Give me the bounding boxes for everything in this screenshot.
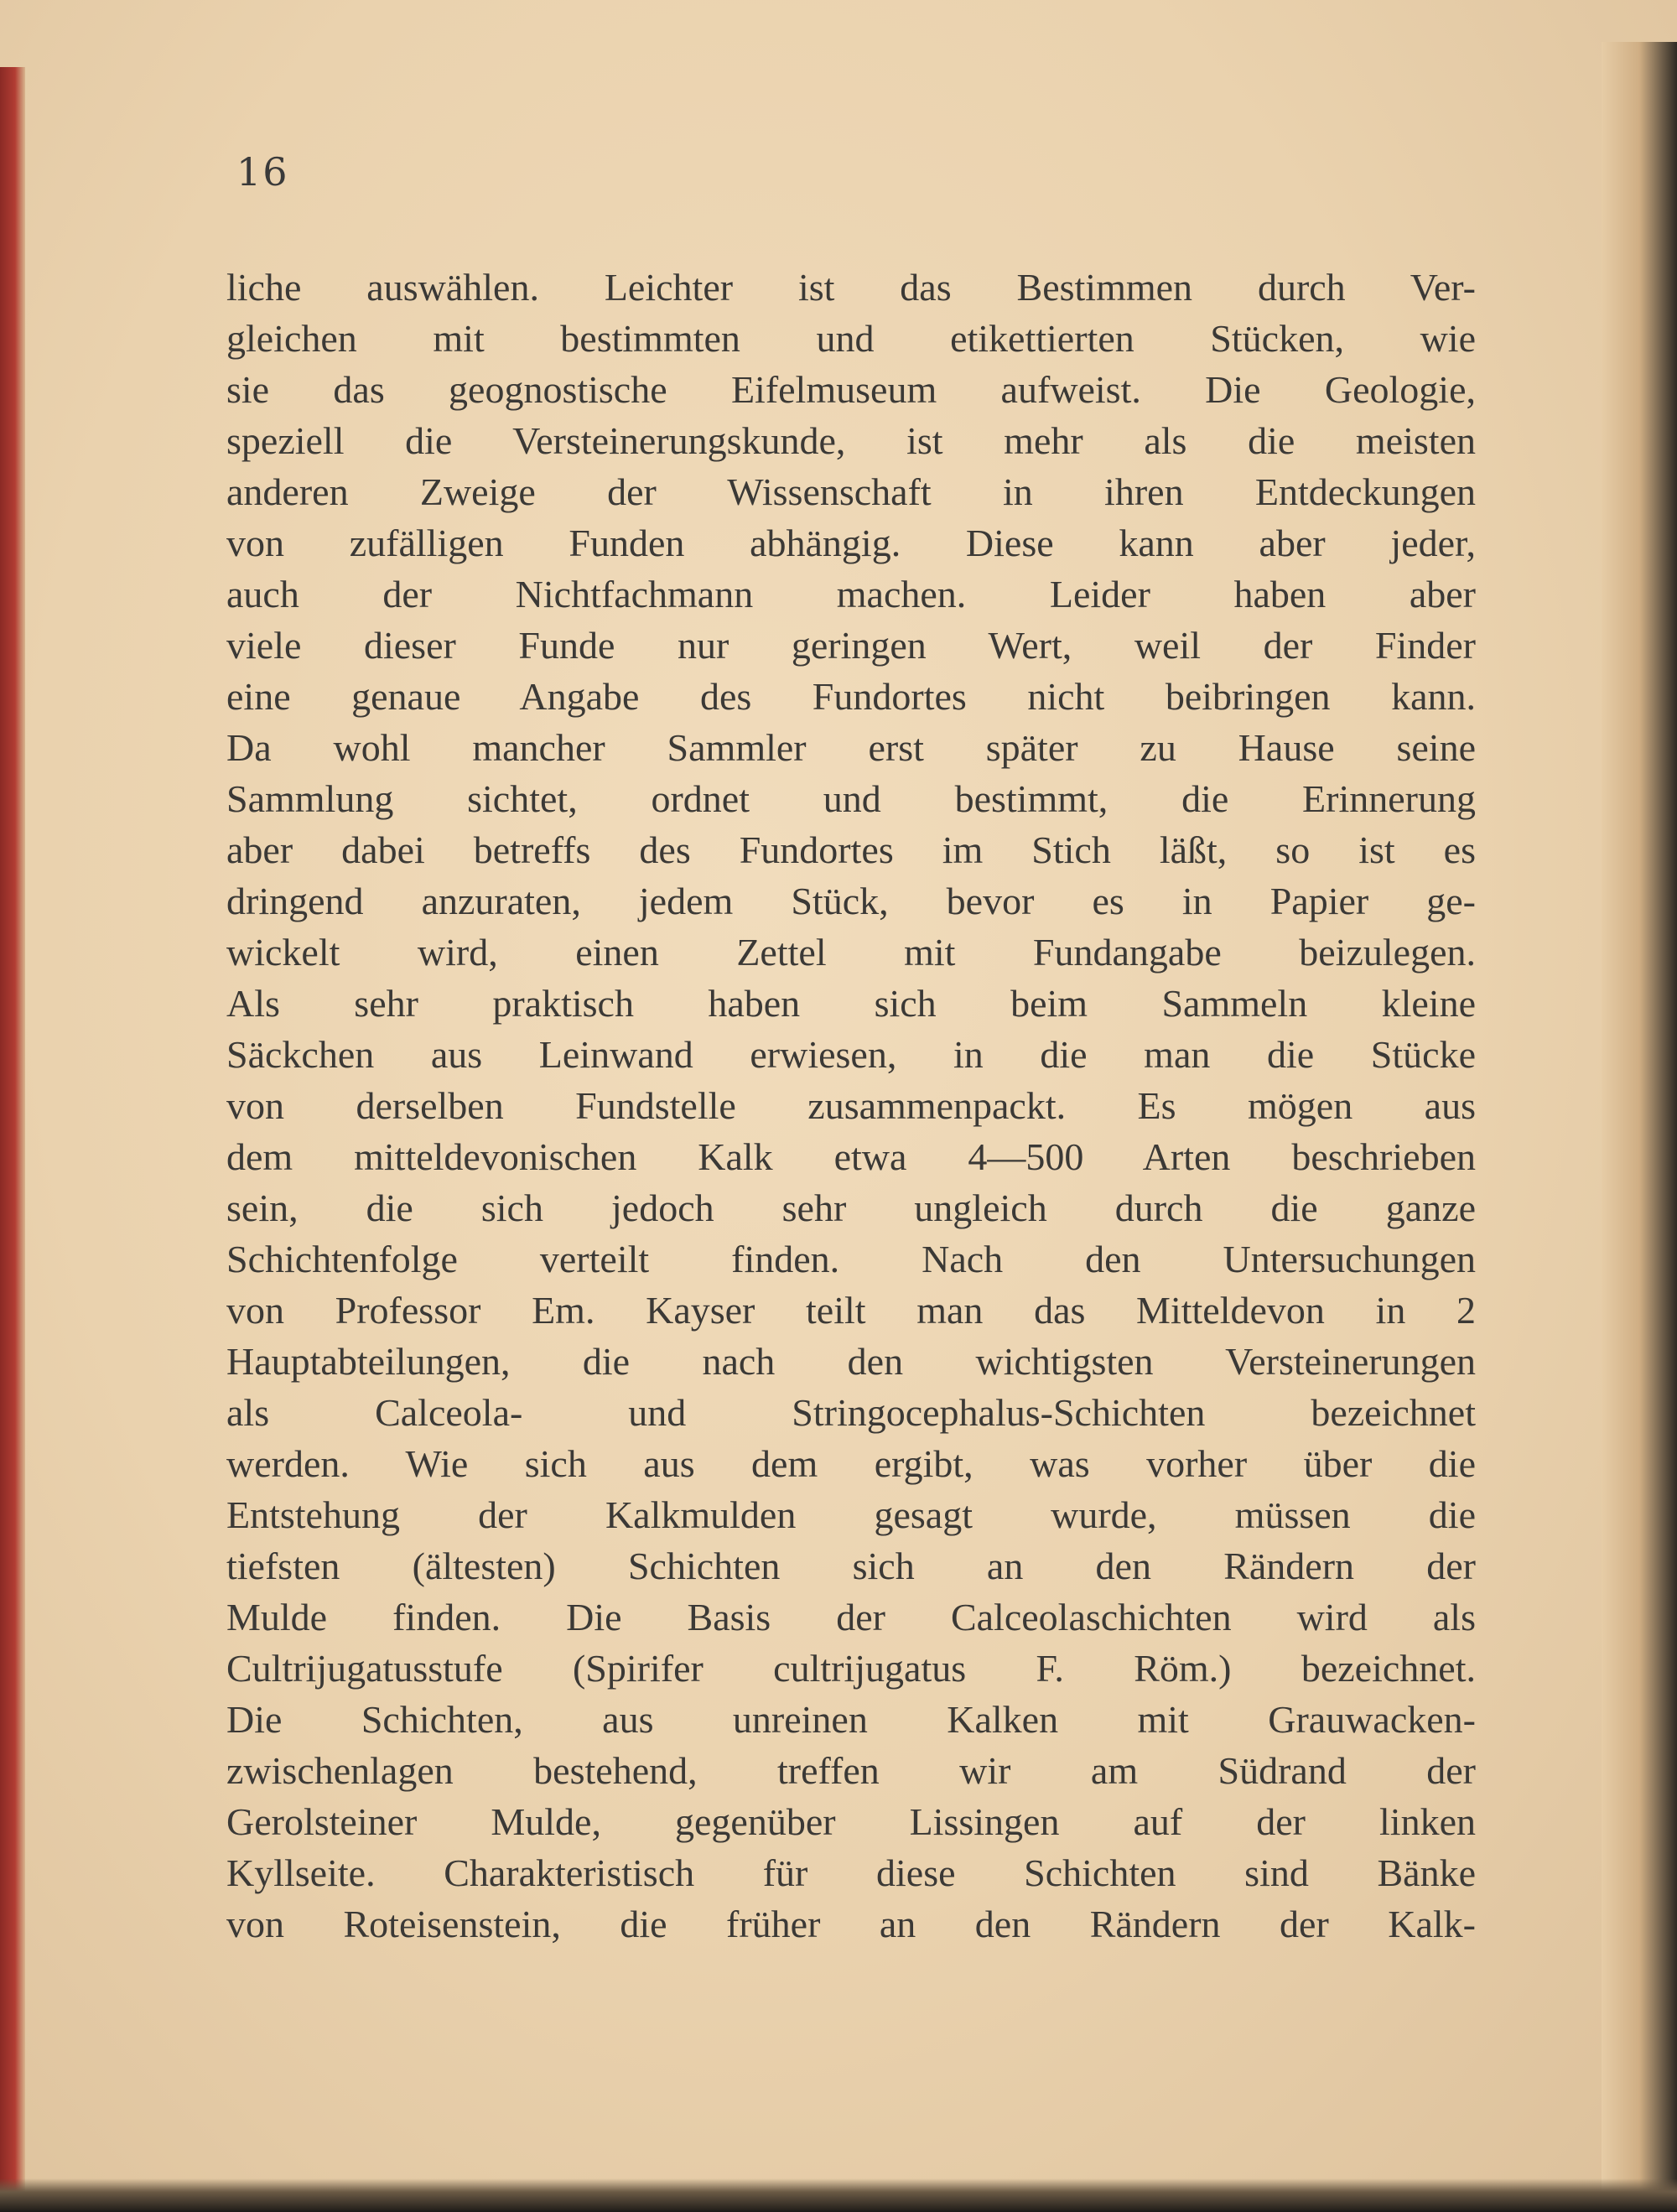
text-line: Schichtenfolge verteilt finden. Nach den Untersuchungen xyxy=(226,1238,1476,1280)
body-text xyxy=(226,262,1476,1950)
page-edge xyxy=(1602,42,1677,2212)
text-line: Sammlung sichtet, ordnet und bestimmt, die Erinnerung xyxy=(226,777,1476,820)
cover-edge xyxy=(0,67,25,2212)
text-line: von derselben Fundstelle zusammenpackt. Es mögen aus xyxy=(226,1084,1476,1127)
text-line: aber dabei betreffs des Fundortes im Stich läßt, so ist es xyxy=(226,828,1476,871)
text-line: eine genaue Angabe des Fundortes nicht beibringen kann. xyxy=(226,675,1476,718)
text-line: werden. Wie sich aus dem ergibt, was vorher über die xyxy=(226,1442,1476,1485)
text-line: Die Schichten, aus unreinen Kalken mit Grauwacken- xyxy=(226,1698,1476,1741)
text-line: wickelt wird, einen Zettel mit Fundangabe beizulegen. xyxy=(226,931,1476,974)
scanner-background-bottom xyxy=(0,2178,1677,2212)
text-line: Da wohl mancher Sammler erst später zu Hause seine xyxy=(226,726,1476,769)
text-line: Säckchen aus Leinwand erwiesen, in die man die Stücke xyxy=(226,1033,1476,1076)
text-line: speziell die Versteinerungskunde, ist mehr als die meisten xyxy=(226,419,1476,462)
text-line: Cultrijugatusstufe (Spirifer cultrijugatus F. Röm.) bezeichnet. xyxy=(226,1647,1476,1690)
text-line: sein, die sich jedoch sehr ungleich durch die ganze xyxy=(226,1186,1476,1229)
text-line: tiefsten (ältesten) Schichten sich an den Rändern der xyxy=(226,1545,1476,1587)
text-line: zwischenlagen bestehend, treffen wir am Südrand der xyxy=(226,1749,1476,1792)
text-line: liche auswählen. Leichter ist das Bestimmen durch Ver- xyxy=(226,266,1476,309)
text-line: Als sehr praktisch haben sich beim Sammeln kleine xyxy=(226,982,1476,1025)
text-line: dringend anzuraten, jedem Stück, bevor es in Papier ge- xyxy=(226,880,1476,922)
text-line: von zufälligen Funden abhängig. Diese kann aber jeder, xyxy=(226,522,1476,564)
text-line: als Calceola- und Stringocephalus-Schichten bezeichnet xyxy=(226,1391,1476,1434)
text-line: Kyllseite. Charakteristisch für diese Schichten sind Bänke xyxy=(226,1851,1476,1894)
text-line: von Roteisenstein, die früher an den Rändern der Kalk- xyxy=(226,1903,1476,1945)
text-line: Hauptabteilungen, die nach den wichtigsten Versteinerungen xyxy=(226,1340,1476,1383)
text-line: Gerolsteiner Mulde, gegenüber Lissingen auf der linken xyxy=(226,1800,1476,1843)
text-line: anderen Zweige der Wissenschaft in ihren Entdeckungen xyxy=(226,470,1476,513)
text-line: von Professor Em. Kayser teilt man das Mitteldevon in 2 xyxy=(226,1289,1476,1332)
text-line: dem mitteldevonischen Kalk etwa 4—500 Arten beschrieben xyxy=(226,1135,1476,1178)
text-line: gleichen mit bestimmten und etikettierten Stücken, wie xyxy=(226,317,1476,360)
text-line: Mulde finden. Die Basis der Calceolaschichten wird als xyxy=(226,1596,1476,1638)
text-line: viele dieser Funde nur geringen Wert, weil der Finder xyxy=(226,624,1476,667)
text-line: sie das geognostische Eifelmuseum aufweist. Die Geologie, xyxy=(226,368,1476,411)
text-line: Entstehung der Kalkmulden gesagt wurde, müssen die xyxy=(226,1493,1476,1536)
page-number: 16 xyxy=(236,149,289,195)
text-line: auch der Nichtfachmann machen. Leider haben aber xyxy=(226,573,1476,615)
